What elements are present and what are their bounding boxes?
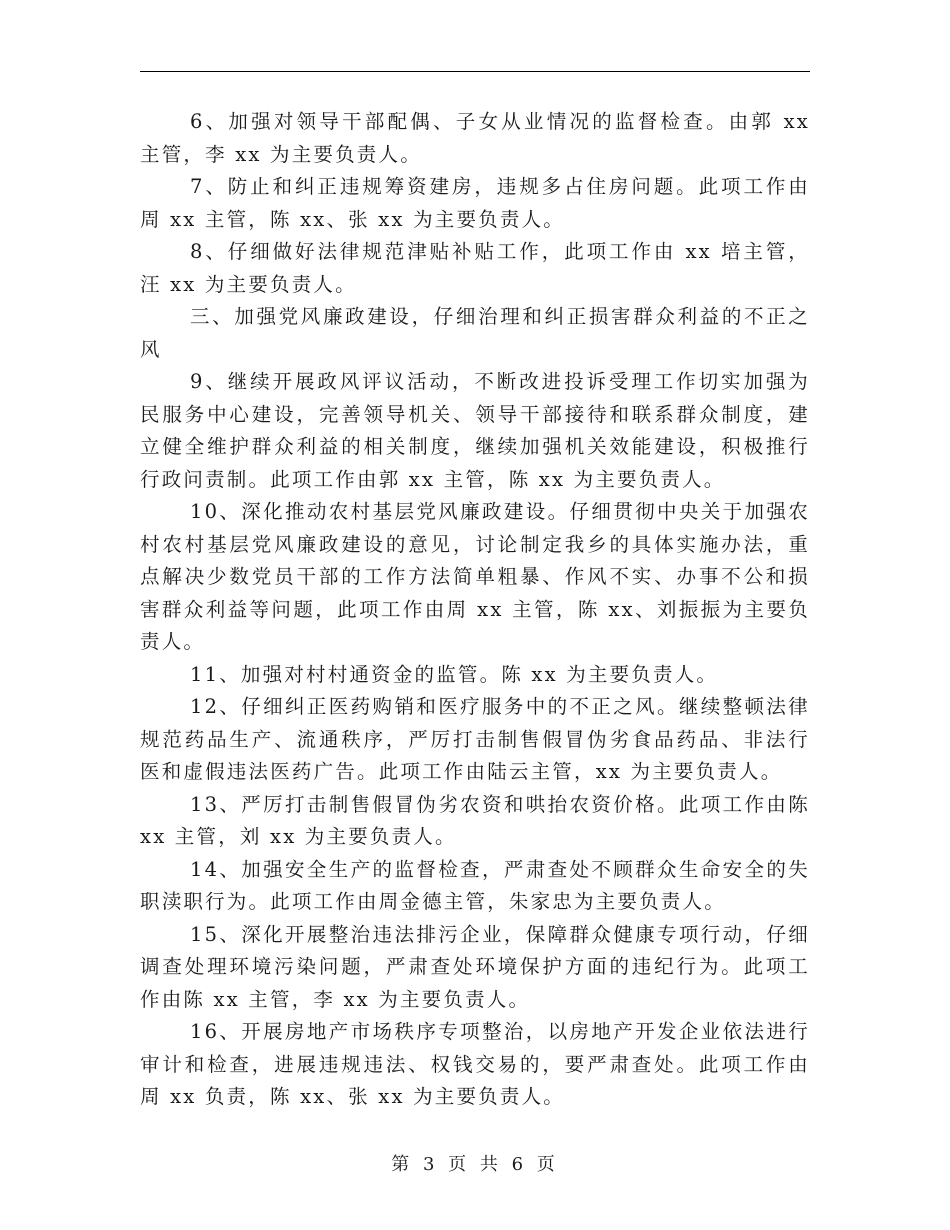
footer-middle: 页 共 — [448, 1154, 502, 1175]
paragraph-item-7: 7、防止和纠正违规筹资建房，违规多占住房问题。此项工作由周 xx 主管，陈 xx、张 xx 为主要负责人。 — [140, 175, 810, 231]
footer-prefix: 第 — [391, 1154, 414, 1175]
paragraph-item-11: 11、加强对村村通资金的监管。陈 xx 为主要负责人。 — [190, 662, 719, 686]
document-body — [140, 106, 810, 1114]
footer-total-pages: 6 — [511, 1154, 528, 1175]
paragraph-item-16: 16、开展房地产市场秩序专项整治，以房地产开发企业依法进行审计和检查，进展违规违法、权钱交易的，要严肃查处。此项工作由周 xx 负责，陈 xx、张 xx 为主要负责人。 — [140, 1020, 810, 1108]
paragraph-item-8: 8、仔细做好法律规范津贴补贴工作，此项工作由 xx 培主管，汪 xx 为主要负责人。 — [140, 240, 810, 296]
footer-current-page: 3 — [422, 1154, 439, 1175]
paragraph-item-10: 10、深化推动农村基层党风廉政建设。仔细贯彻中央关于加强农村农村基层党风廉政建设的意见，讨论制定我乡的具体实施办法，重点解决少数党员干部的工作方法简单粗暴、作风不实、办事不公和损害群众利益等问题，此项工作由周 xx 主管，陈 xx、刘振振为主要负责人。 — [140, 500, 810, 653]
paragraph-item-9: 9、继续开展政风评议活动，不断改进投诉受理工作切实加强为民服务中心建设，完善领导机关、领导干部接待和联系群众制度，建立健全维护群众利益的相关制度，继续加强机关效能建设，积极推行行政问责制。此项工作由郭 xx 主管，陈 xx 为主要负责人。 — [140, 370, 810, 491]
section-heading-3: 三、加强党风廉政建设，仔细治理和纠正损害群众利益的不正之风 — [140, 305, 810, 361]
page-footer — [0, 1150, 950, 1176]
paragraph-item-13: 13、严厉打击制售假冒伪劣农资和哄抬农资价格。此项工作由陈 xx 主管，刘 xx 为主要负责人。 — [140, 792, 810, 848]
paragraph-item-6: 6、加强对领导干部配偶、子女从业情况的监督检查。由郭 xx 主管，李 xx 为主要负责人。 — [140, 110, 810, 166]
paragraph-item-12: 12、仔细纠正医药购销和医疗服务中的不正之风。继续整顿法律规范药品生产、流通秩序，严厉打击制售假冒伪劣食品药品、非法行医和虚假违法医药广告。此项工作由陆云主管，xx 为主要负责人。 — [140, 695, 810, 783]
footer-suffix: 页 — [536, 1154, 559, 1175]
paragraph-item-15: 15、深化开展整治违法排污企业，保障群众健康专项行动，仔细调查处理环境污染问题，严肃查处环境保护方面的违纪行为。此项工作由陈 xx 主管，李 xx 为主要负责人。 — [140, 922, 810, 1011]
paragraph-item-14: 14、加强安全生产的监督检查，严肃查处不顾群众生命安全的失职渎职行为。此项工作由周金德主管，朱家忠为主要负责人。 — [140, 857, 810, 913]
header-rule — [140, 71, 810, 72]
